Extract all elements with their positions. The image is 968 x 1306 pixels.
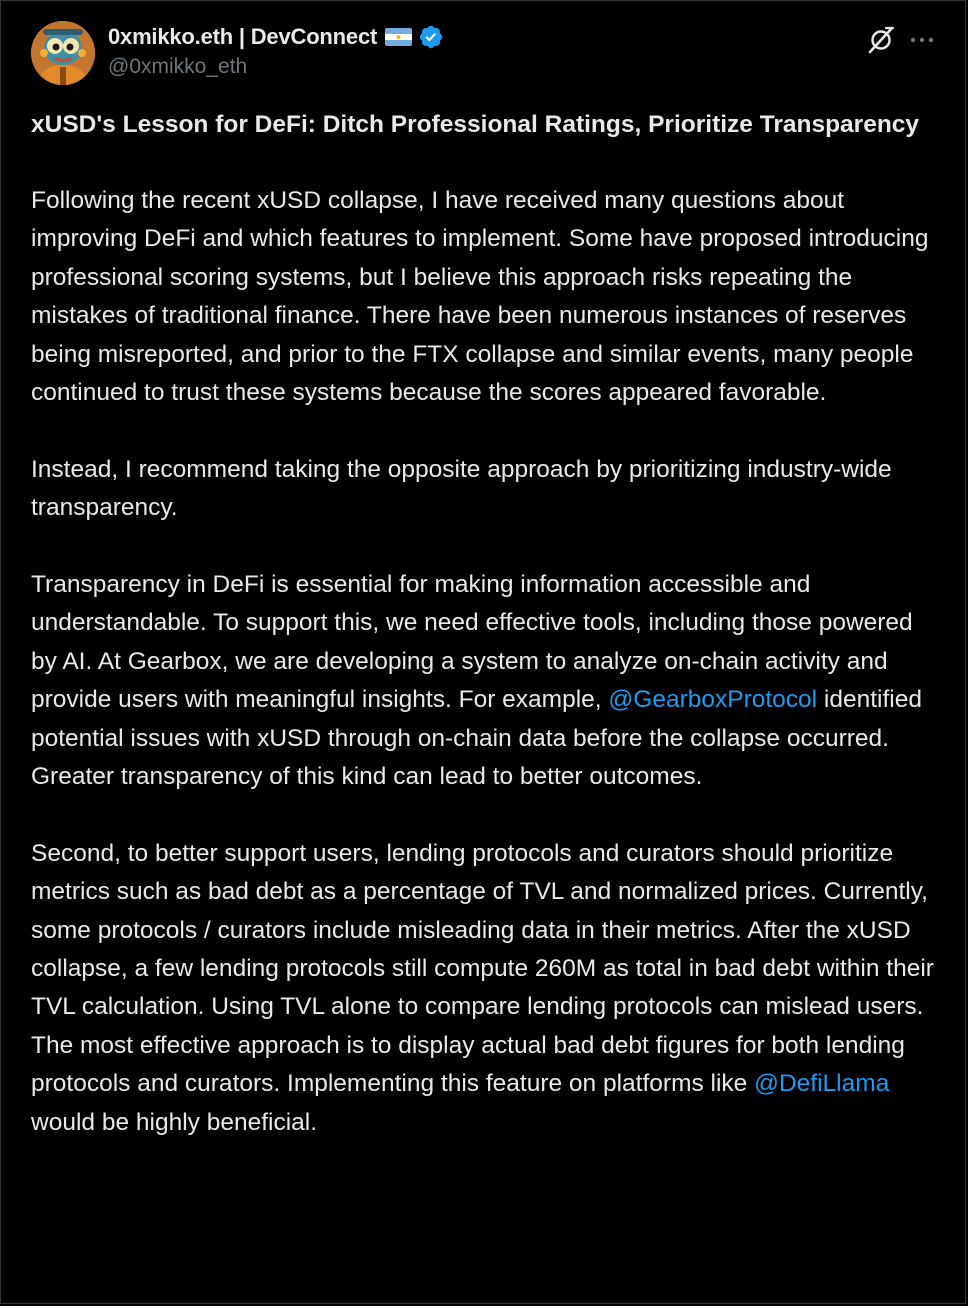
grok-icon[interactable]	[866, 25, 896, 55]
author-display-name[interactable]: 0xmikko.eth | DevConnect	[108, 24, 378, 49]
argentina-flag-icon	[385, 28, 412, 46]
avatar[interactable]	[31, 21, 95, 85]
paragraph-3-text-end: identified potential issues with xUSD through on-chain data before the collapse occurred. Greater transparency of this kind can lead to better outcomes.	[31, 686, 922, 791]
more-icon[interactable]	[907, 25, 937, 55]
article-body	[31, 105, 943, 1181]
paragraph-4-text-start: Second, to better support users, lending protocols and curators should prioritize metrics such as bad debt as a percentage of TVL and normalized prices. Currently, some protocols / curators include misleading data in their metrics. After the xUSD collapse, a few lending protocols still compute 260M as total in bad debt within their TVL calculation. Using TVL alone to compare lending protocols can mislead users. The most effective approach is to display actual bad debt figures for both lending protocols and curators. Implementing this feature on platforms like	[31, 839, 934, 1098]
mention-gearboxprotocol-link[interactable]: @GearboxProtocol	[608, 686, 818, 714]
paragraph-4-text-end: would be highly beneficial.	[31, 1108, 318, 1136]
paragraph-3-text-start: Transparency in DeFi is essential for making information accessible and understandable. To support this, we need effective tools, including those powered by AI. At Gearbox, we are developing a system to analyze on-chain activity and provide users with meaningful insights. For example,	[31, 571, 913, 714]
post-header	[31, 19, 941, 89]
paragraph-3	[31, 566, 943, 796]
paragraph-1: Following the recent xUSD collapse, I have received many questions about improving DeFi and which features to implement. Some have proposed introducing professional scoring systems, but I believe this approach risks repeating the mistakes of traditional finance. There have been numerous instances of reserves being misreported, and prior to the FTX collapse and similar events, many people continued to trust these systems because the scores appeared favorable.	[31, 187, 929, 407]
paragraph-4	[31, 835, 943, 1142]
author-handle[interactable]: @0xmikko_eth	[108, 55, 248, 78]
verified-badge-icon[interactable]	[418, 24, 444, 50]
avatar-image	[31, 21, 95, 85]
article-title: xUSD's Lesson for DeFi: Ditch Professional Ratings, Prioritize Transparency	[31, 111, 920, 138]
author-name-row[interactable]	[108, 21, 444, 53]
mention-defillama-link[interactable]: @DefiLlama	[754, 1070, 890, 1098]
paragraph-2: Instead, I recommend taking the opposite approach by prioritizing industry-wide transparency.	[31, 455, 892, 522]
